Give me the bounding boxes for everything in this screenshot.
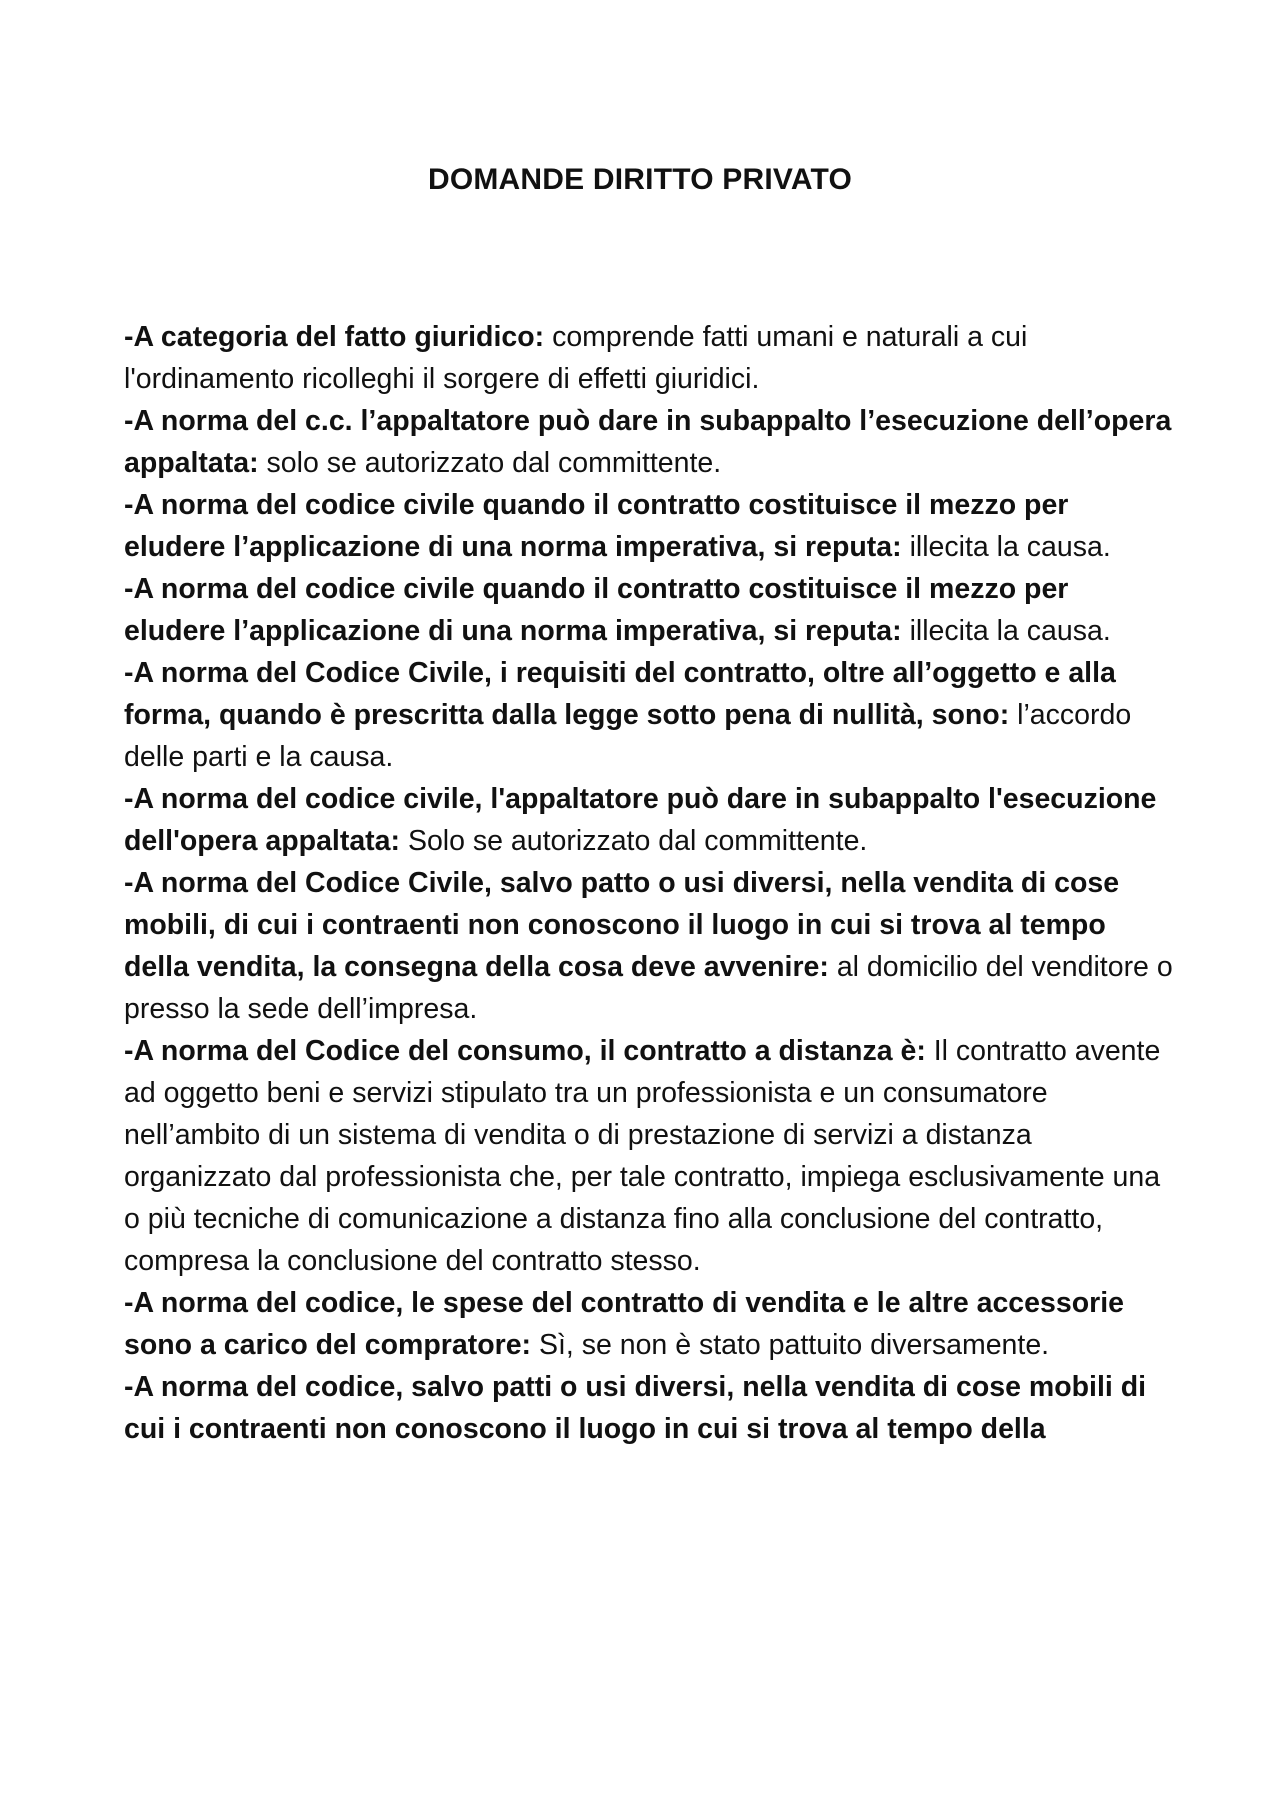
list-item bbox=[124, 568, 1174, 652]
list-item bbox=[124, 778, 1174, 862]
question-text: -A norma del codice civile, l'appaltatore può dare in subappalto l'esecuzione dell'opera appaltata: bbox=[124, 783, 1157, 857]
answer-text: Il contratto avente ad oggetto beni e servizi stipulato tra un professionista e un consumatore nell’ambito di un sistema di vendita o di prestazione di servizi a distanza organizzato dal professionista che, per tale contratto, impiega esclusivamente una o più tecniche di comunicazione a distanza fino alla conclusione del contratto, compresa la conclusione del contratto stesso. bbox=[124, 1035, 1161, 1277]
list-item bbox=[124, 484, 1174, 568]
answer-text: comprende fatti umani e naturali a cui l'ordinamento ricolleghi il sorgere di effetti giuridici. bbox=[124, 321, 1028, 395]
question-text: -A norma del codice, salvo patti o usi diversi, nella vendita di cose mobili di cui i contraenti non conoscono il luogo in cui si trova al tempo della bbox=[124, 1371, 1147, 1445]
answer-text: Sì, se non è stato pattuito diversamente. bbox=[538, 1329, 1050, 1361]
answer-text: al domicilio del venditore o presso la sede dell’impresa. bbox=[124, 951, 1173, 1025]
list-item bbox=[124, 1282, 1174, 1366]
question-text: -A norma del c.c. l’appaltatore può dare in subappalto l’esecuzione dell’opera appaltata: bbox=[124, 405, 1172, 479]
question-text: -A categoria del fatto giuridico: bbox=[124, 321, 545, 353]
answer-text: Solo se autorizzato dal committente. bbox=[407, 825, 868, 857]
answer-text: illecita la causa. bbox=[909, 531, 1111, 563]
question-text: -A norma del Codice Civile, salvo patto o usi diversi, nella vendita di cose mobili, di cui i contraenti non conoscono il luogo in cui si trova al tempo della vendita, la consegna della cosa deve avvenire: bbox=[124, 867, 1120, 983]
answer-text: solo se autorizzato dal committente. bbox=[266, 447, 722, 479]
page-title: DOMANDE DIRITTO PRIVATO bbox=[427, 163, 853, 196]
question-text: -A norma del codice civile quando il contratto costituisce il mezzo per eludere l’applicazione di una norma imperativa, si reputa: bbox=[124, 573, 1069, 647]
list-item bbox=[124, 316, 1174, 400]
question-text: -A norma del codice civile quando il contratto costituisce il mezzo per eludere l’applicazione di una norma imperativa, si reputa: bbox=[124, 489, 1069, 563]
list-item bbox=[124, 1366, 1174, 1450]
question-text: -A norma del codice, le spese del contratto di vendita e le altre accessorie sono a carico del compratore: bbox=[124, 1287, 1124, 1361]
list-item bbox=[124, 400, 1174, 484]
question-list bbox=[124, 316, 1174, 1450]
question-text: -A norma del Codice Civile, i requisiti del contratto, oltre all’oggetto e alla forma, quando è prescritta dalla legge sotto pena di nullità, sono: bbox=[124, 657, 1116, 731]
answer-text: l’accordo delle parti e la causa. bbox=[124, 699, 1132, 773]
question-text: -A norma del Codice del consumo, il contratto a distanza è: bbox=[124, 1035, 926, 1067]
answer-text: illecita la causa. bbox=[909, 615, 1111, 647]
list-item bbox=[124, 1030, 1174, 1282]
list-item bbox=[124, 652, 1174, 778]
list-item bbox=[124, 862, 1174, 1030]
